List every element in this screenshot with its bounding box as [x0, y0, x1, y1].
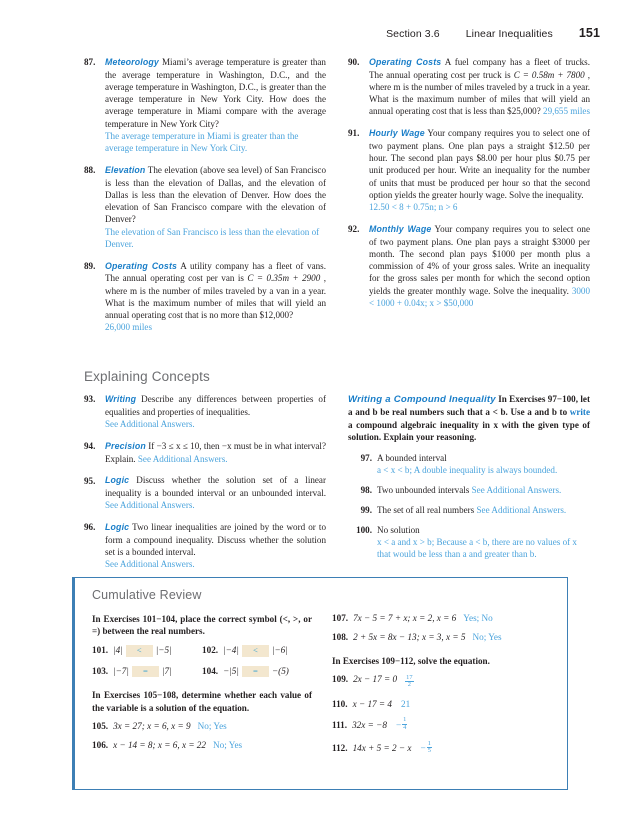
problem-101: [92, 645, 202, 657]
exercise-category: Logic: [105, 475, 130, 486]
problem-number: 102.: [202, 644, 219, 655]
answer-symbol-box: =: [132, 666, 159, 678]
running-head-topic: Linear Inequalities: [465, 28, 553, 40]
exercise-body: [377, 484, 590, 496]
problem-103: [92, 666, 202, 678]
exercise-92: [348, 223, 590, 309]
exercise-number: 87.: [84, 57, 96, 68]
exercise-category: Operating Costs: [105, 260, 178, 271]
problem-left-operand: |4|: [113, 644, 123, 655]
explaining-concepts-columns: [84, 393, 590, 580]
intro-text-part2: a compound algebraic inequality in x with the given type of solution. Explain your reasoning.: [348, 419, 590, 443]
exercise-number: 89.: [84, 260, 96, 271]
problem-text: 7x − 5 = 7 + x; x = 2, x = 6: [353, 613, 457, 623]
exercise-body: [105, 521, 326, 570]
exercise-number: 91.: [348, 128, 360, 139]
exercise-88: [84, 164, 326, 250]
exercise-category: Monthly Wage: [369, 223, 432, 234]
cumulative-instructions-109-112: In Exercises 109−112, solve the equation.: [332, 656, 490, 666]
exercise-body: [105, 440, 326, 465]
exercise-100: [348, 524, 590, 561]
problem-answer: No; Yes: [213, 740, 243, 751]
exercise-number: 90.: [348, 57, 360, 68]
problem-text: 2 + 5x = 8x − 13; x = 3, x = 5: [353, 632, 466, 642]
problem-answer: 21: [401, 698, 411, 709]
explaining-left-column: [84, 393, 326, 580]
answer-symbol-box: <: [242, 645, 269, 657]
exercise-answer: See Additional Answers.: [105, 559, 195, 570]
exercise-answer: The elevation of San Francisco is less than the elevation of Denver.: [105, 226, 320, 249]
exercise-category: Meteorology: [105, 57, 159, 67]
exercise-number: 94.: [84, 440, 96, 451]
problem-number: 107.: [332, 613, 349, 623]
answer-fraction: [402, 717, 407, 731]
exercise-97: [348, 452, 590, 476]
answer-symbol-box: =: [242, 666, 269, 678]
exercise-body: [105, 393, 326, 430]
exercise-body: [105, 260, 326, 334]
problem-number: 111.: [332, 719, 348, 730]
exercise-answer: See Additional Answers.: [105, 419, 195, 430]
exercise-number: 97.: [360, 453, 372, 464]
exercise-category: Writing: [105, 394, 137, 404]
exercise-answer: 29,655 miles: [543, 106, 590, 117]
exercise-text: Your company requires you to select one of two payment plans. One plan pays a straight $12.50 per hour. The second plan pays $8.00 per hour plus $0.75 per unit produced per hour. Write an inequality for the number of units that must be produced per hour so that the second option yields the greater hourly wage. Solve the inequality.: [369, 128, 590, 200]
compound-inequality-intro: [348, 393, 590, 444]
exercise-text: Describe any differences between properties of equalities and properties of inequalities.: [105, 394, 326, 417]
problem-text: 14x + 5 = 2 − x: [352, 743, 412, 754]
exercise-text-pre: A fuel company has a fleet of trucks. The annual operating cost per truck is: [369, 57, 590, 80]
exercise-number: 98.: [360, 485, 372, 495]
exercise-answer: a < x < b; A double inequality is always bounded.: [377, 465, 558, 476]
exercise-number: 93.: [84, 394, 96, 405]
problem-answer: Yes; No: [463, 613, 493, 623]
exercise-text: Two unbounded intervals: [377, 484, 470, 495]
explaining-right-column: [348, 393, 590, 580]
problem-number: 112.: [332, 743, 348, 754]
exercise-body: [369, 127, 590, 213]
exercise-number: 100.: [356, 524, 372, 535]
problem-number: 101.: [92, 644, 109, 655]
running-head-section: Section 3.6: [386, 28, 440, 40]
page-number: 151: [578, 26, 600, 40]
exercise-98: [348, 484, 590, 496]
exercise-answer: See Additional Answers.: [137, 453, 228, 464]
answer-symbol-box: <: [126, 645, 153, 657]
exercise-answer: See Additional Answers.: [476, 504, 567, 515]
problem-110: [332, 699, 552, 709]
exercise-body: [377, 504, 590, 516]
exercise-number: 95.: [84, 475, 96, 486]
problem-number: 108.: [332, 632, 349, 642]
explaining-concepts-heading: Explaining Concepts: [84, 369, 210, 384]
exercise-body: [105, 56, 326, 154]
cumulative-row-103-104: [92, 666, 312, 678]
exercise-text-post: , where m is the number of miles traveled by a van in a year. What is the maximum number of miles that will yield an annual operating cost that is no more than $12,000?: [105, 273, 327, 320]
exercise-95: [84, 474, 326, 511]
exercise-93: [84, 393, 326, 430]
exercise-99: [348, 504, 590, 516]
problem-right-operand: |−5|: [155, 644, 172, 655]
exercise-category: Logic: [105, 522, 130, 533]
exercise-94: [84, 440, 326, 465]
fraction-numerator: 1: [403, 716, 407, 724]
intro-write-word: write: [569, 407, 590, 418]
exercise-text-post: , where m is the number of miles traveled by a truck in a year. What is the maximum number of miles that will yield an annual operating cost that is less than $25,000?: [369, 69, 590, 117]
problem-left-operand: |−7|: [113, 665, 129, 676]
problem-text: 32x = −8: [352, 719, 387, 730]
problem-answer: [404, 675, 413, 689]
problem-109: [332, 674, 552, 689]
exercise-text: A bounded interval: [377, 452, 447, 463]
answer-sign: −: [420, 743, 426, 754]
answer-fraction: [405, 675, 413, 689]
problem-107: [332, 613, 552, 623]
exercise-number: 96.: [84, 522, 96, 533]
fraction-numerator: 17: [406, 673, 413, 681]
cumulative-row-101-102: [92, 645, 312, 657]
exercise-text: The elevation (above sea level) of San Francisco is less than the elevation of Dallas, and the elevation of Dallas is less than the elevation of Denver. How does the elevation of San Francisco compare with the elevation of Denver?: [105, 164, 327, 225]
exercise-number: 88.: [84, 165, 96, 176]
problem-left-operand: |−4|: [223, 644, 239, 655]
problem-number: 103.: [92, 665, 109, 676]
problem-answer: No; Yes: [197, 721, 227, 732]
exercise-category: Operating Costs: [369, 57, 442, 67]
fraction-numerator: 1: [427, 739, 431, 747]
exercise-formula: C = 0.58m + 7800: [513, 69, 585, 80]
exercise-body: [369, 56, 590, 118]
exercise-body: [369, 223, 590, 309]
problem-108: [332, 632, 552, 642]
exercise-category: Precision: [105, 440, 146, 451]
exercise-number: 92.: [348, 224, 360, 235]
cumulative-review-columns: [92, 613, 552, 764]
exercise-answer: 26,000 miles: [105, 322, 152, 333]
exercise-number: 99.: [360, 504, 372, 515]
fraction-denominator: 4: [403, 723, 407, 731]
exercise-columns: [84, 56, 590, 343]
exercise-formula: C = 0.35m + 2900: [247, 273, 321, 284]
exercise-96: [84, 521, 326, 570]
intro-text-part1: In Exercises 97−100, let a and b be real numbers such that a < b. Use a and b to: [348, 394, 590, 418]
problem-112: [332, 741, 552, 755]
problem-102: [202, 645, 312, 657]
problem-answer: [421, 741, 432, 755]
problem-number: 106.: [92, 740, 109, 751]
right-column: [348, 56, 590, 343]
exercise-answer: The average temperature in Miami is greater than the average temperature in New York City.: [105, 130, 299, 154]
problem-111: [332, 718, 552, 732]
cumulative-instructions-105-108: In Exercises 105−108, determine whether each value of the variable is a solution of the equation.: [92, 690, 312, 713]
problem-text: 3x = 27; x = 6, x = 9: [113, 721, 191, 732]
problem-right-operand: −(5): [271, 665, 289, 676]
problem-105: [92, 721, 312, 731]
exercise-text: No solution: [377, 524, 420, 535]
exercise-body: [377, 524, 590, 561]
exercise-text: Discuss whether the solution set of a linear inequality is a bounded interval or an unbounded interval.: [105, 475, 326, 499]
cumulative-review-box: [72, 577, 568, 790]
exercise-answer: x < a and x > b; Because a < b, there are no values of x that would be less than a and greater than b.: [377, 536, 577, 560]
problem-text: 2x − 17 = 0: [353, 674, 398, 685]
exercise-87: [84, 56, 326, 154]
exercise-category: Hourly Wage: [369, 128, 425, 139]
problem-left-operand: −|5|: [223, 665, 239, 676]
exercise-text: If −3 ≤ x ≤ 10, then −x must be in what interval? Explain.: [105, 440, 326, 464]
exercise-91: [348, 127, 590, 213]
problem-104: [202, 666, 312, 678]
problem-answer: No; Yes: [472, 632, 502, 642]
problem-right-operand: |7|: [161, 665, 172, 676]
cumulative-instructions-101-104: In Exercises 101−104, place the correct symbol (<, >, or =) between the real numbers.: [92, 614, 312, 637]
cumulative-review-title: Cumulative Review: [92, 588, 202, 602]
cumulative-right-column: [332, 613, 552, 764]
answer-sign: −: [395, 719, 402, 730]
exercise-body: [105, 164, 326, 250]
problem-text: x − 14 = 8; x = 6, x = 22: [113, 740, 206, 751]
exercise-text: Two linear inequalities are joined by the word or to form a compound inequality. Discuss whether the solution set is a bounded interval.: [105, 522, 326, 558]
fraction-denominator: 2: [407, 681, 411, 689]
exercise-text-pre: A utility company has a fleet of vans. The annual operating cost per van is: [105, 260, 326, 284]
exercise-answer: 12.50 < 8 + 0.75n; n > 6: [369, 202, 458, 213]
exercise-answer: See Additional Answers.: [105, 500, 195, 511]
problem-number: 104.: [202, 665, 219, 676]
answer-fraction: [427, 741, 432, 755]
exercise-body: [377, 452, 590, 476]
exercise-text: Your company requires you to select one of two payment plans. One plan pays a straight $3000 per month. The second plan pays $1000 per month plus a commission of 4% of your gross sales. Write an inequality for the gross sales per month for which the second option yields the greater monthly wage. Solve the inequality.: [369, 223, 591, 296]
exercise-body: [105, 474, 326, 511]
running-head: [386, 26, 600, 40]
exercise-answer: See Additional Answers.: [471, 484, 562, 495]
exercise-text: Miami’s average temperature is greater than the average temperature in Washington, D.C., and the average temperature in Washington, D.C., is greater than the average temperature in New York City. How does the average temperature in Miami compare with the average temperature in New York City?: [105, 57, 326, 129]
problem-answer: [396, 718, 407, 732]
exercise-text: The set of all real numbers: [377, 504, 475, 515]
fraction-denominator: 5: [427, 747, 431, 755]
exercise-answer: 3000 < 1000 + 0.04x; x > $50,000: [369, 285, 590, 308]
exercise-category: Elevation: [105, 164, 146, 175]
problem-number: 110.: [332, 698, 348, 709]
exercise-89: [84, 260, 326, 334]
problem-number: 105.: [92, 721, 109, 732]
explaining-concepts-section: [84, 362, 590, 580]
problem-text: x − 17 = 4: [352, 698, 393, 709]
problem-number: 109.: [332, 674, 349, 685]
exercise-90: [348, 56, 590, 118]
problem-106: [92, 740, 312, 750]
intro-title: Writing a Compound Inequality: [348, 394, 496, 405]
cumulative-left-column: [92, 613, 312, 764]
problem-right-operand: |−6|: [271, 644, 288, 655]
left-column: [84, 56, 326, 343]
